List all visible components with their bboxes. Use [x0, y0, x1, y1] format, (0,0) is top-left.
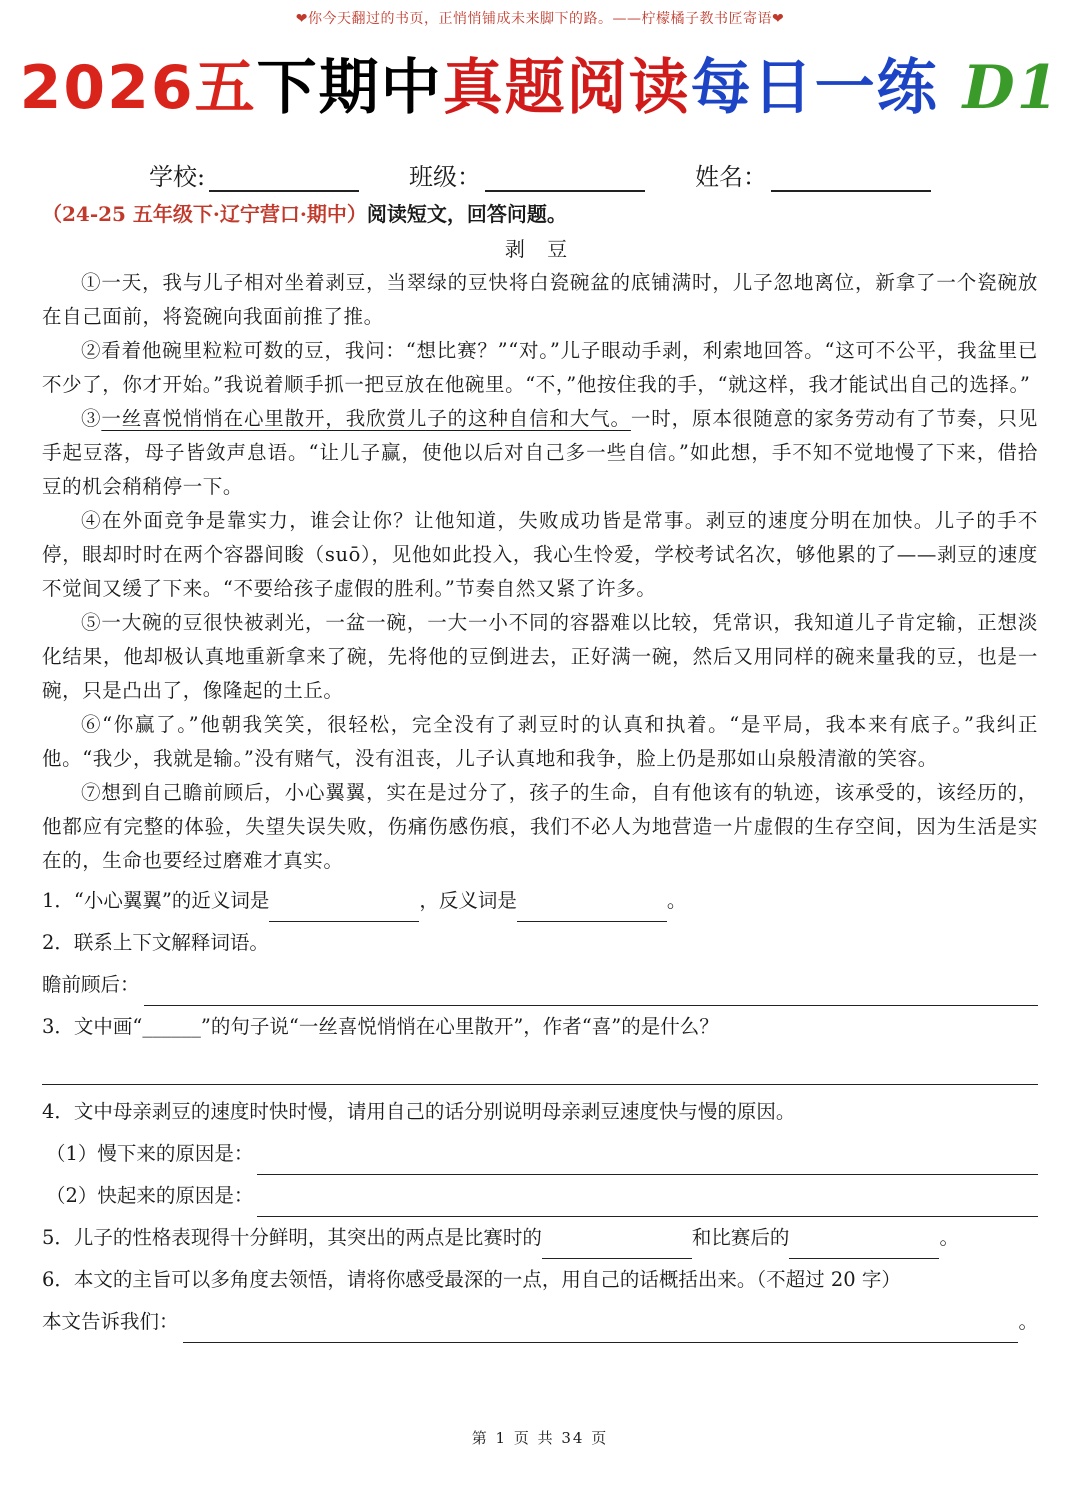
question-5-text-b: 和比赛后的 [691, 1226, 790, 1249]
question-1-text-b: ，反义词是 [419, 889, 517, 912]
paragraph-3 [42, 402, 1038, 504]
class-label: 班级： [409, 163, 482, 191]
question-6: 6．本文的主旨可以多角度去领悟，请将你感受最深的一点，用自己的话概括出来。（不超过 20 字） [42, 1268, 901, 1291]
school-label: 学校: [148, 163, 206, 191]
question-6-answer-row [42, 1301, 1038, 1343]
paragraph-7: ⑦想到自己瞻前顾后，小心翼翼，实在是过分了，孩子的生命，自有他该有的轨迹，该承受的，该经历的，他都应有完整的体验，失望失误失败，伤痛伤感伤痕，我们不必人为地营造一片虚假的生存空间，因为生活是实在的，生命也要经过磨难才真实。 [42, 781, 1038, 872]
question-1-text-a: 1．“小心翼翼”的近义词是 [42, 889, 270, 912]
title-day: D1 [962, 53, 1061, 123]
question-3-answer-line[interactable] [42, 1048, 1038, 1085]
question-4-1-answer-line[interactable] [257, 1146, 1038, 1175]
question-5-text-a: 5．儿子的性格表现得十分鲜明，其突出的两点是比赛时的 [42, 1226, 542, 1249]
paragraph-5: ⑤一大碗的豆很快被剥光，一盆一碗，一大一小不同的容器难以比较，凭常识，我知道儿子肯定输，正想淡化结果，他却极认真地重新拿来了碗，先将他的豆倒进去，正好满一碗，然后又用同样的碗来量我的豆，也是一碗，只是凸出了，像隆起的土丘。 [42, 611, 1038, 702]
title-part3: 每日一练 [690, 53, 939, 123]
question-6-end: 。 [1018, 1310, 1038, 1333]
class-input-line[interactable] [485, 162, 645, 192]
question-2: 2．联系上下文解释词语。 [42, 931, 269, 954]
source-line [42, 198, 1038, 227]
question-2-label: 瞻前顾后： [42, 973, 140, 996]
question-3: 3．文中画“______”的句子说“一丝喜悦悄悄在心里散开”，作者“喜”的是什么？ [42, 1015, 719, 1038]
question-2-answer-line[interactable] [144, 977, 1038, 1006]
title-year: 2026 [19, 53, 195, 123]
question-4: 4．文中母亲剥豆的速度时快时慢，请用自己的话分别说明母亲剥豆速度快与慢的原因。 [42, 1100, 796, 1123]
paragraph-6: ⑥“你赢了。”他朝我笑笑，很轻松，完全没有了剥豆时的认真和执着。“是平局，我本来有底子。”我纠正他。“我少，我就是输。”没有赌气，没有沮丧，儿子认真地和我争，脸上仍是那如山泉般清澈的笑容。 [42, 713, 1038, 770]
paragraph-2: ②看着他碗里粒粒可数的豆，我问：“想比赛？”“对。”儿子眼动手剥，利索地回答。“这可不公平，我盆里已不少了，你才开始。”我说着顺手抓一把豆放在他碗里。“不，”他按住我的手，“就这样，我才能试出自己的选择。” [42, 339, 1038, 396]
synonym-blank[interactable] [269, 893, 419, 922]
question-4-1-row [42, 1133, 1038, 1175]
paragraph-1: ①一天，我与儿子相对坐着剥豆，当翠绿的豆快将白瓷碗盆的底铺满时，儿子忽地离位，新拿了一个瓷碗放在自己面前，将瓷碗向我面前推了推。 [42, 271, 1038, 328]
trait-during-blank[interactable] [542, 1230, 692, 1259]
source-instruction: 阅读短文，回答问题。 [366, 202, 567, 226]
question-2-answer-row [42, 964, 1038, 1006]
source-tag: （24-25 五年级下·辽宁营口·期中） [42, 202, 367, 226]
question-1-text-c: 。 [666, 889, 687, 912]
question-4-2-label: （2）快起来的原因是： [46, 1184, 254, 1207]
paragraph-3-rest: 一时，原本很随意的家务劳动有了节奏，只见手起豆落，母子皆敛声息语。“让儿子赢，使他以后对自己多一些自信。”如此想，手不知不觉地慢了下来，借拾豆的机会稍稍停一下。 [42, 407, 1038, 498]
question-5-text-c: 。 [939, 1226, 959, 1249]
trait-after-blank[interactable] [789, 1230, 939, 1259]
title-part2: 真题阅读 [442, 53, 691, 123]
document-body [42, 198, 1038, 1343]
student-info-row [0, 152, 1080, 192]
paragraph-4: ④在外面竞争是靠实力，谁会让你？让他知道，失败成功皆是常事。剥豆的速度分明在加快。儿子的手不停，眼却时时在两个容器间睃（suō），见他如此投入，我心生怜爱，学校考试名次，够他累的了——剥豆的速度不觉间又缓了下来。“不要给孩子虚假的胜利。”节奏自然又紧了许多。 [42, 509, 1038, 600]
school-input-line[interactable] [209, 162, 359, 192]
school-field [149, 157, 359, 192]
question-6-label: 本文告诉我们： [42, 1310, 179, 1333]
antonym-blank[interactable] [517, 893, 667, 922]
class-field [409, 157, 645, 192]
underlined-sentence: 一丝喜悦悄悄在心里散开，我欣赏儿子的这种自信和大气。 [101, 407, 631, 430]
question-1 [42, 880, 1038, 922]
questions [42, 880, 1038, 1343]
question-6-answer-line[interactable] [183, 1314, 1019, 1343]
page-title [0, 48, 1080, 128]
name-input-line[interactable] [771, 162, 931, 192]
question-4-2-row [42, 1175, 1038, 1217]
question-5 [42, 1217, 1038, 1259]
question-4-1-label: （1）慢下来的原因是： [46, 1142, 254, 1165]
title-part1: 下期中 [256, 53, 443, 123]
name-label: 姓名： [695, 163, 768, 191]
page-number: 第 1 页 共 34 页 [471, 1429, 609, 1447]
title-grade: 五 [194, 53, 257, 123]
header-quote: ❤你今天翻过的书页，正悄悄铺成未来脚下的路。——柠檬橘子教书匠寄语❤ [295, 11, 785, 27]
question-4-2-answer-line[interactable] [257, 1188, 1038, 1217]
passage-title: 剥 豆 [504, 237, 576, 261]
paragraph-3-number: ③ [81, 407, 102, 430]
name-field [695, 157, 931, 192]
